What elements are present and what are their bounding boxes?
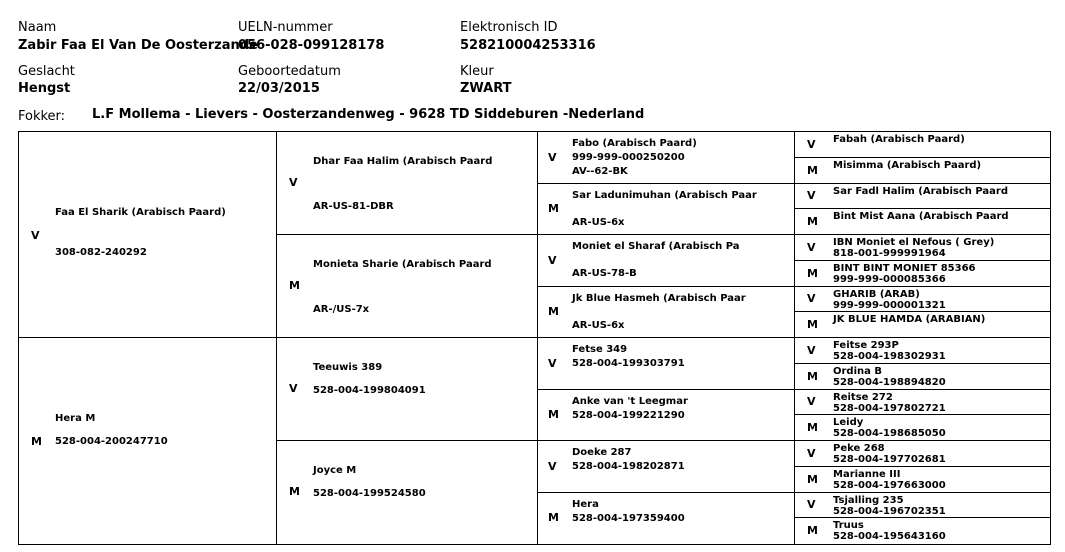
gg-grandparent-cell	[795, 261, 1050, 287]
gg-grandparent-cell	[795, 390, 1050, 416]
geslacht-value: Hengst	[18, 81, 71, 96]
sex-label: V	[31, 229, 40, 242]
horse-name: Dhar Faa Halim (Arabisch Paard	[313, 155, 493, 167]
eid-label: Elektronisch ID	[460, 20, 558, 35]
horse-name: Truus	[833, 520, 864, 532]
great-grandparent-cell	[538, 338, 795, 390]
grandparent-cell	[277, 441, 538, 544]
registration-number: 528-004-198894820	[833, 376, 946, 388]
horse-name: Ordina B	[833, 365, 882, 377]
sex-label: V	[807, 189, 816, 203]
sex-label: M	[807, 369, 818, 383]
fokker-value: L.F Mollema - Lievers - Oosterzandenweg - 9628 TD Siddeburen -Nederland	[92, 107, 645, 122]
registration-number: 528-004-199524580	[313, 487, 426, 499]
horse-name: Sar Fadl Halim (Arabisch Paard	[833, 185, 1008, 197]
registration-number: 528-004-199804091	[313, 384, 426, 396]
parent-cell	[19, 132, 277, 338]
horse-name: Peke 268	[833, 443, 885, 454]
horse-name: JK BLUE HAMDA (ARABIAN)	[833, 314, 986, 326]
sex-label: M	[807, 163, 818, 177]
gg-grandparent-cell	[795, 518, 1050, 544]
registration-number: 528-004-195643160	[833, 531, 946, 543]
sex-label: V	[807, 395, 816, 409]
sex-label: V	[548, 356, 557, 370]
registration-number: 528-004-197663000	[833, 479, 946, 491]
sex-label: M	[807, 472, 818, 486]
horse-name: Moniet el Sharaf (Arabisch Pa	[572, 241, 740, 252]
sex-label: M	[807, 266, 818, 280]
horse-name: Tsjalling 235	[833, 494, 904, 506]
gg-grandparent-cell	[795, 441, 1050, 467]
horse-name: Joyce M	[313, 464, 357, 476]
horse-name: Feitse 293P	[833, 340, 899, 351]
great-grandparent-cell	[538, 390, 795, 442]
sex-label: M	[807, 524, 818, 538]
sex-label: V	[548, 253, 557, 267]
great-grandparent-cell	[538, 184, 795, 236]
geslacht-label: Geslacht	[18, 64, 75, 79]
gg-grandparent-cell	[795, 184, 1050, 210]
sex-label: V	[289, 381, 298, 395]
registration-number: 528-004-198202871	[572, 461, 685, 472]
ueln-label: UELN-nummer	[238, 20, 333, 35]
horse-name: IBN Moniet el Nefous ( Grey)	[833, 237, 995, 248]
sex-label: M	[548, 408, 559, 422]
horse-name: Fabah (Arabisch Paard)	[833, 134, 965, 145]
registration-number: 818-001-999991964	[833, 248, 946, 259]
horse-name: Marianne III	[833, 468, 901, 480]
registration-number: AR-US-6x	[572, 319, 625, 331]
sex-label: V	[807, 498, 816, 512]
horse-name: Fabo (Arabisch Paard)	[572, 138, 697, 149]
sex-label: V	[289, 175, 298, 189]
horse-name: Hera M	[55, 413, 96, 424]
registration-number: 528-004-198685050	[833, 428, 946, 440]
registration-number: 528-004-196702351	[833, 505, 946, 517]
sex-label: V	[807, 446, 816, 460]
ueln-value: 056-028-099128178	[238, 38, 385, 53]
sex-label: V	[807, 137, 816, 151]
sex-label: V	[807, 343, 816, 357]
horse-name: BINT BINT MONIET 85366	[833, 262, 976, 274]
gg-grandparent-cell	[795, 235, 1050, 261]
sex-label: V	[807, 240, 816, 254]
registration-number: 528-004-197359400	[572, 512, 685, 524]
sex-label: V	[548, 150, 557, 164]
great-grandparent-cell	[538, 287, 795, 339]
kleur-label: Kleur	[460, 64, 494, 79]
sex-label: M	[807, 318, 818, 332]
fokker-label: Fokker:	[18, 109, 66, 124]
grandparent-cell	[277, 235, 538, 338]
horse-name: Hera	[572, 498, 599, 510]
grandparent-cell	[277, 132, 538, 235]
horse-name: Reitse 272	[833, 391, 893, 403]
gg-grandparent-cell	[795, 338, 1050, 364]
registration-number: 999-999-000250200	[572, 152, 685, 163]
sex-label: M	[807, 421, 818, 435]
registration-number: AR-US-78-B	[572, 268, 637, 279]
grandparent-cell	[277, 338, 538, 441]
registration-number: 308-082-240292	[55, 247, 147, 258]
gg-grandparent-cell	[795, 158, 1050, 184]
horse-name: Faa El Sharik (Arabisch Paard)	[55, 207, 226, 218]
parent-cell	[19, 338, 277, 544]
horse-name: Teeuwis 389	[313, 361, 383, 373]
sex-label: M	[289, 278, 300, 292]
sex-label: M	[807, 215, 818, 229]
sex-label: M	[548, 202, 559, 216]
gg-grandparent-cell	[795, 287, 1050, 313]
horse-name: Jk Blue Hasmeh (Arabisch Paar	[572, 292, 746, 304]
gg-grandparent-cell	[795, 209, 1050, 235]
great-grandparent-cell	[538, 235, 795, 287]
gg-grandparent-cell	[795, 312, 1050, 338]
sex-label: M	[548, 305, 559, 319]
registration-number: 999-999-000001321	[833, 299, 946, 311]
great-grandparent-cell	[538, 441, 795, 493]
gg-grandparent-cell	[795, 132, 1050, 158]
gg-grandparent-cell	[795, 467, 1050, 493]
great-grandparent-cell	[538, 132, 795, 184]
horse-name: Fetse 349	[572, 344, 628, 355]
registration-number: AR-US-81-DBR	[313, 200, 394, 212]
sex-label: V	[807, 292, 816, 306]
pedigree-table	[18, 131, 1051, 545]
sex-label: M	[548, 511, 559, 525]
registration-number: 528-004-198302931	[833, 351, 946, 362]
geboorte-value: 22/03/2015	[238, 81, 320, 96]
horse-name: Misimma (Arabisch Paard)	[833, 159, 982, 171]
kleur-value: ZWART	[460, 81, 512, 96]
registration-number: 528-004-199303791	[572, 358, 685, 369]
registration-number: AR-US-6x	[572, 216, 625, 228]
registration-number: 999-999-000085366	[833, 273, 946, 285]
great-grandparent-cell	[538, 493, 795, 545]
geboorte-label: Geboortedatum	[238, 64, 341, 79]
horse-name: Leidy	[833, 417, 864, 429]
horse-name: Sar Ladunimuhan (Arabisch Paar	[572, 189, 757, 201]
extra-number: AV--62-BK	[572, 166, 628, 177]
registration-number: 528-004-197802721	[833, 402, 946, 414]
gg-grandparent-cell	[795, 364, 1050, 390]
horse-name: Bint Mist Aana (Arabisch Paard	[833, 211, 1009, 223]
horse-name: Anke van 't Leegmar	[572, 395, 688, 407]
registration-number: AR-/US-7x	[313, 303, 370, 315]
naam-label: Naam	[18, 20, 57, 35]
horse-name: Doeke 287	[572, 447, 632, 458]
naam-value: Zabir Faa El Van De Oosterzande	[18, 38, 258, 53]
registration-number: 528-004-197702681	[833, 454, 946, 465]
registration-number: 528-004-200247710	[55, 436, 168, 447]
horse-name: GHARIB (ARAB)	[833, 288, 920, 300]
sex-label: V	[548, 459, 557, 473]
sex-label: M	[31, 435, 42, 448]
sex-label: M	[289, 484, 300, 498]
registration-number: 528-004-199221290	[572, 409, 685, 421]
gg-grandparent-cell	[795, 493, 1050, 519]
horse-name: Monieta Sharie (Arabisch Paard	[313, 258, 492, 270]
eid-value: 528210004253316	[460, 38, 596, 53]
gg-grandparent-cell	[795, 415, 1050, 441]
